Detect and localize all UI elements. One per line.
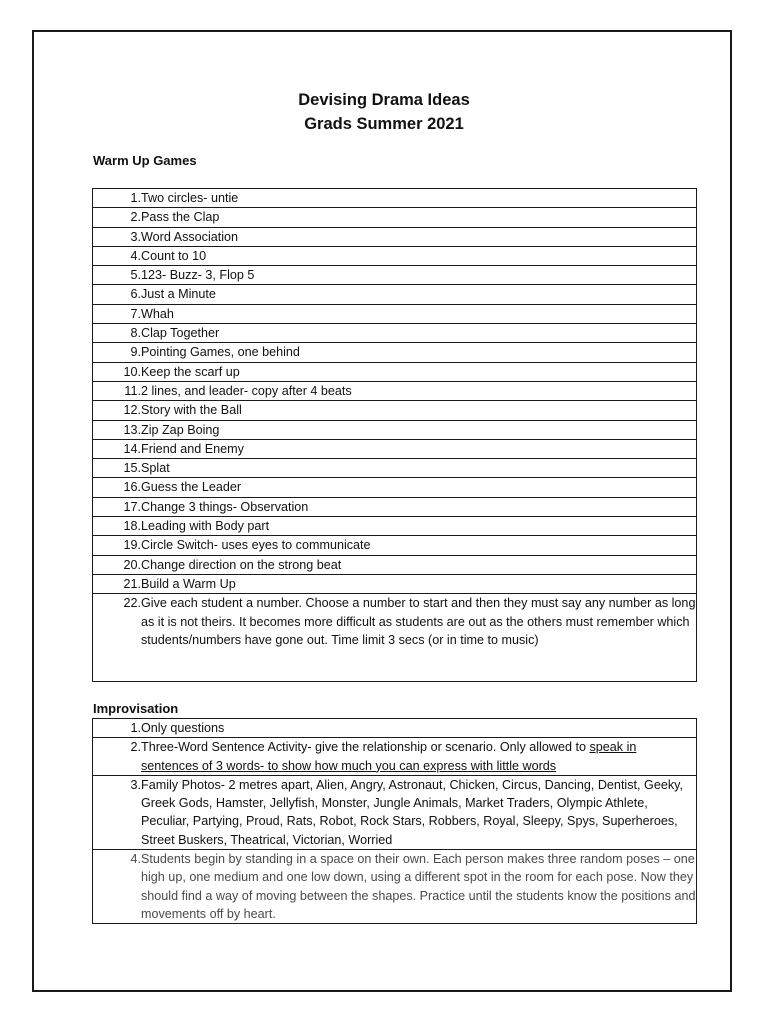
table-row bbox=[93, 850, 697, 924]
table-row bbox=[93, 246, 697, 265]
warm-up-games-table bbox=[92, 188, 697, 682]
item-number: 5. bbox=[93, 266, 142, 285]
table-row bbox=[93, 775, 697, 849]
table-row bbox=[93, 401, 697, 420]
table-row bbox=[93, 536, 697, 555]
document-title: Devising Drama Ideas bbox=[298, 91, 470, 109]
warm-up-heading: Warm Up Games bbox=[93, 153, 197, 168]
table-row bbox=[93, 324, 697, 343]
table-row bbox=[93, 381, 697, 400]
item-number: 22. bbox=[93, 594, 142, 682]
table-row bbox=[93, 304, 697, 323]
item-text-underlined: speak in sentences of 3 words- to show how much you can express with little words bbox=[141, 740, 637, 773]
item-number: 20. bbox=[93, 555, 142, 574]
item-text: Keep the scarf up bbox=[141, 362, 697, 381]
item-text: Guess the Leader bbox=[141, 478, 697, 497]
item-text: Pointing Games, one behind bbox=[141, 343, 697, 362]
item-number: 21. bbox=[93, 574, 142, 593]
table-row bbox=[93, 362, 697, 381]
item-text: Give each student a number. Choose a number to start and then they must say any number as long as it is not theirs. It becomes more difficult as students are out as the others must remember which students/numbers have gone out. Time limit 3 secs (or in time to music) bbox=[141, 594, 697, 682]
item-number: 1. bbox=[93, 189, 142, 208]
item-number: 19. bbox=[93, 536, 142, 555]
table-row bbox=[93, 227, 697, 246]
table-row bbox=[93, 555, 697, 574]
item-number: 9. bbox=[93, 343, 142, 362]
table-row bbox=[93, 343, 697, 362]
table-row bbox=[93, 208, 697, 227]
item-number: 2. bbox=[93, 208, 142, 227]
table-row bbox=[93, 266, 697, 285]
table-row bbox=[93, 420, 697, 439]
item-number: 16. bbox=[93, 478, 142, 497]
table-row bbox=[93, 517, 697, 536]
item-text: Two circles- untie bbox=[141, 189, 697, 208]
item-text: Zip Zap Boing bbox=[141, 420, 697, 439]
table-row bbox=[93, 497, 697, 516]
item-number: 15. bbox=[93, 459, 142, 478]
item-text: Friend and Enemy bbox=[141, 439, 697, 458]
item-text: Change 3 things- Observation bbox=[141, 497, 697, 516]
table-row bbox=[93, 594, 697, 682]
item-number: 1. bbox=[93, 719, 142, 738]
item-text: Pass the Clap bbox=[141, 208, 697, 227]
item-text: Clap Together bbox=[141, 324, 697, 343]
item-text: 2 lines, and leader- copy after 4 beats bbox=[141, 381, 697, 400]
item-number: 10. bbox=[93, 362, 142, 381]
item-text: Family Photos- 2 metres apart, Alien, Angry, Astronaut, Chicken, Circus, Dancing, Dentist, Geeky, Greek Gods, Hamster, Jellyfish, Monster, Jungle Animals, Market Traders, Olympic Athlete, Peculiar, Partying, Proud, Rats, Robot, Rock Stars, Robbers, Royal, Sleepy, Spys, Superheroes, Street Buskers, Theatrical, Victorian, Worried bbox=[141, 775, 697, 849]
item-text: Word Association bbox=[141, 227, 697, 246]
item-text: 123- Buzz- 3, Flop 5 bbox=[141, 266, 697, 285]
item-number: 8. bbox=[93, 324, 142, 343]
table-row bbox=[93, 574, 697, 593]
item-number: 17. bbox=[93, 497, 142, 516]
item-number: 12. bbox=[93, 401, 142, 420]
item-text: Splat bbox=[141, 459, 697, 478]
item-number: 14. bbox=[93, 439, 142, 458]
item-number: 13. bbox=[93, 420, 142, 439]
item-number: 2. bbox=[93, 738, 142, 776]
improvisation-table bbox=[92, 718, 697, 924]
item-text: Whah bbox=[141, 304, 697, 323]
document-subtitle: Grads Summer 2021 bbox=[304, 115, 464, 133]
item-text: Leading with Body part bbox=[141, 517, 697, 536]
item-text-part: Three-Word Sentence Activity- give the relationship or scenario. Only allowed to bbox=[141, 740, 590, 755]
table-row bbox=[93, 719, 697, 738]
item-text: Circle Switch- uses eyes to communicate bbox=[141, 536, 697, 555]
table-row bbox=[93, 189, 697, 208]
item-text: Change direction on the strong beat bbox=[141, 555, 697, 574]
item-number: 3. bbox=[93, 227, 142, 246]
item-number: 4. bbox=[93, 246, 142, 265]
item-number: 6. bbox=[93, 285, 142, 304]
table-row bbox=[93, 439, 697, 458]
item-number: 4. bbox=[93, 850, 142, 924]
item-text: Students begin by standing in a space on their own. Each person makes three random poses – one high up, one medium and one low down, using a different spot in the room for each pose. Now they should find a way of moving between the shapes. Practice until the students know the positions and movements off by heart. bbox=[141, 850, 697, 924]
table-row bbox=[93, 459, 697, 478]
item-text: Story with the Ball bbox=[141, 401, 697, 420]
item-text bbox=[141, 738, 697, 776]
item-text: Just a Minute bbox=[141, 285, 697, 304]
table-row bbox=[93, 478, 697, 497]
table-row bbox=[93, 738, 697, 776]
item-number: 7. bbox=[93, 304, 142, 323]
item-number: 11. bbox=[93, 381, 142, 400]
item-text: Build a Warm Up bbox=[141, 574, 697, 593]
item-number: 3. bbox=[93, 775, 142, 849]
table-row bbox=[93, 285, 697, 304]
item-number: 18. bbox=[93, 517, 142, 536]
improvisation-heading: Improvisation bbox=[93, 701, 179, 716]
item-text: Count to 10 bbox=[141, 246, 697, 265]
item-text: Only questions bbox=[141, 719, 697, 738]
